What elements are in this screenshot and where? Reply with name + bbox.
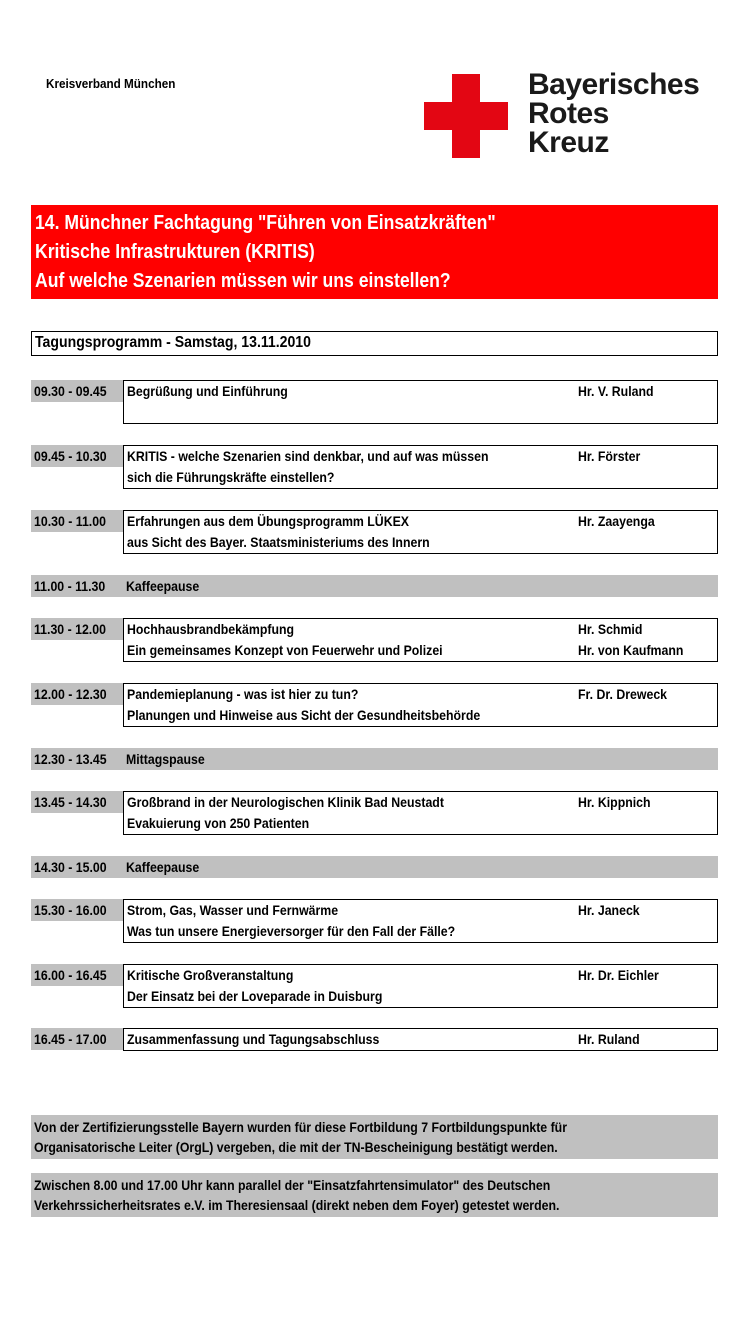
break-time: 14.30 - 15.00 [34,859,107,875]
break-label: Mittagspause [126,751,205,767]
note-line: Organisatorische Leiter (OrgL) vergeben, die mit der TN-Bescheinigung bestätigt werden. [34,1139,558,1155]
brk-logo-text [528,70,699,157]
session-subtitle: Der Einsatz bei der Loveparade in Duisburg [127,988,383,1004]
session-item [123,964,718,1008]
session-subtitle: Ein gemeinsames Konzept von Feuerwehr und Polizei [127,642,443,658]
session-title: Großbrand in der Neurologischen Klinik Bad Neustadt [127,794,444,810]
cross-horizontal-bar [424,102,508,130]
session-time [31,791,123,813]
note-simulator [31,1173,718,1217]
break-time: 12.30 - 13.45 [34,751,107,767]
event-title-banner [31,205,718,299]
program-title-text: Tagungsprogramm - Samstag, 13.11.2010 [35,334,311,351]
session-subtitle: Evakuierung von 250 Patienten [127,815,310,831]
session-time [31,510,123,532]
logo-line: Kreuz [528,126,609,159]
session-item [123,899,718,943]
session-time [31,1028,123,1050]
session-time [31,618,123,640]
session-item [123,510,718,554]
session-time-text: 09.30 - 09.45 [34,383,107,399]
session-time [31,380,123,402]
session-speaker: Hr. Förster [578,448,641,464]
session-title: Erfahrungen aus dem Übungsprogramm LÜKEX [127,513,410,529]
session-item [123,618,718,662]
session-speaker: Hr. Dr. Eichler [578,967,659,983]
session-title: KRITIS - welche Szenarien sind denkbar, und auf was müssen [127,448,489,464]
session-item [123,791,718,835]
session-time-text: 12.00 - 12.30 [34,686,107,702]
session-speaker: Hr. Zaayenga [578,513,655,529]
note-line: Von der Zertifizierungsstelle Bayern wurden für diese Fortbildung 7 Fortbildungspunkte für [34,1119,568,1135]
session-time-text: 15.30 - 16.00 [34,902,107,918]
break-label: Kaffeepause [126,578,200,594]
note-line: Verkehrssicherheitsrates e.V. im Theresiensaal (direkt neben dem Foyer) getestet werden. [34,1197,560,1213]
session-time [31,964,123,986]
session-item [123,380,718,424]
session-item [123,683,718,727]
session-speaker: Hr. Kippnich [578,794,651,810]
logo-line: Bayerisches [528,68,700,101]
session-speaker-2: Hr. von Kaufmann [578,642,684,658]
banner-line: Auf welche Szenarien müssen wir uns einstellen? [35,270,451,292]
session-time-text: 16.45 - 17.00 [34,1031,107,1047]
session-item [123,445,718,489]
banner-line: 14. Münchner Fachtagung "Führen von Einsatzkräften" [35,212,496,234]
session-title: Kritische Großveranstaltung [127,967,294,983]
session-title: Strom, Gas, Wasser und Fernwärme [127,902,339,918]
org-unit-label: Kreisverband München [46,76,176,91]
session-subtitle: sich die Führungskräfte einstellen? [127,469,335,485]
session-subtitle: Was tun unsere Energieversorger für den Fall der Fälle? [127,923,456,939]
schedule-break [31,575,718,597]
session-time [31,445,123,467]
session-item [123,1028,718,1051]
schedule-break [31,856,718,878]
session-speaker: Hr. Janeck [578,902,640,918]
session-title: Pandemieplanung - was ist hier zu tun? [127,686,359,702]
session-time-text: 13.45 - 14.30 [34,794,107,810]
logo-line: Rotes [528,97,609,130]
session-title: Hochhausbrandbekämpfung [127,621,295,637]
session-time [31,683,123,705]
session-title: Zusammenfassung und Tagungsabschluss [127,1031,380,1047]
break-label: Kaffeepause [126,859,200,875]
session-speaker: Hr. Ruland [578,1031,640,1047]
session-time-text: 11.30 - 12.00 [34,621,106,637]
session-title: Begrüßung und Einführung [127,383,288,399]
session-speaker: Hr. V. Ruland [578,383,654,399]
note-certification [31,1115,718,1159]
session-subtitle: Planungen und Hinweise aus Sicht der Gesundheitsbehörde [127,707,481,723]
break-time: 11.00 - 11.30 [34,578,106,594]
note-line: Zwischen 8.00 und 17.00 Uhr kann parallel der "Einsatzfahrtensimulator" des Deutschen [34,1177,551,1193]
banner-line: Kritische Infrastrukturen (KRITIS) [35,241,315,263]
session-time-text: 09.45 - 10.30 [34,448,107,464]
session-speaker: Hr. Schmid [578,621,643,637]
session-time-text: 16.00 - 16.45 [34,967,107,983]
session-speaker: Fr. Dr. Dreweck [578,686,668,702]
program-title [31,331,718,356]
session-subtitle: aus Sicht des Bayer. Staatsministeriums des Innern [127,534,430,550]
session-time [31,899,123,921]
session-time-text: 10.30 - 11.00 [34,513,106,529]
schedule-break [31,748,718,770]
